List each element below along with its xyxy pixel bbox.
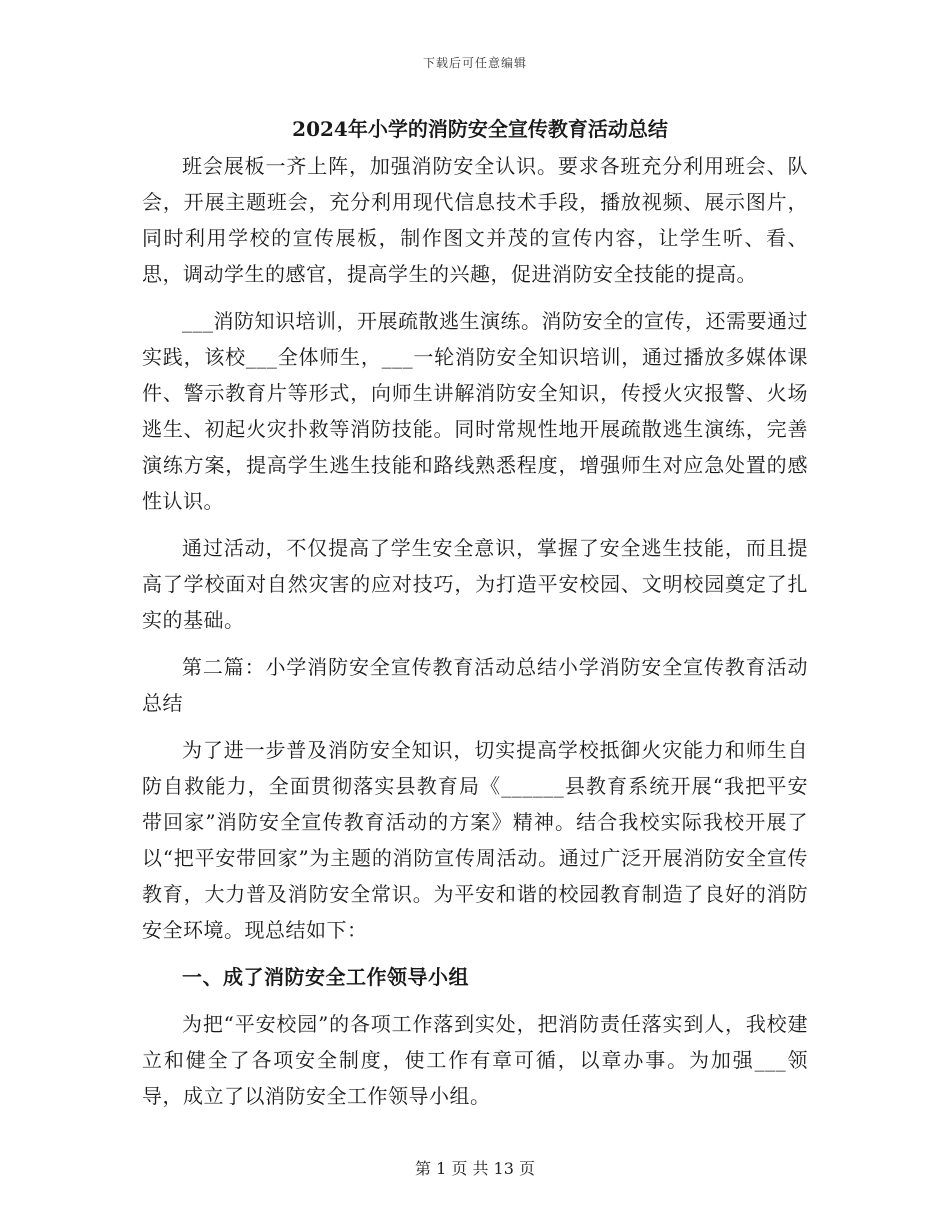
paragraph: 第二篇：小学消防安全宣传教育活动总结小学消防安全宣传教育活动总结: [142, 655, 808, 715]
paragraph-gap: [142, 948, 808, 959]
document-title: 2024年小学的消防安全宣传教育活动总结: [292, 117, 668, 141]
page-header-note: 下载后可任意编辑: [422, 56, 527, 70]
paragraph-gap: [142, 721, 808, 732]
paragraph-gap: [142, 995, 808, 1006]
page-number: 第 1 页 共 13 页: [415, 1159, 535, 1178]
paragraph-gap: [142, 638, 808, 649]
paragraph: 为了进一步普及消防安全知识，切实提高学校抵御火灾能力和师生自防自救能力，全面贯彻落实县教育局《______县教育系统开展“我把平安带回家”消防安全宣传教育活动的方案》精神。结合我校实际我校开展了以“把平安带回家”为主题的消防宣传周活动。通过广泛开展消防安全宣传教育，大力普及消防安全常识。为平安和谐的校园教育制造了良好的消防安全环境。现总结如下：: [142, 738, 808, 942]
paragraph: 班会展板一齐上阵，加强消防安全认识。要求各班充分利用班会、队会，开展主题班会，充分利用现代信息技术手段，播放视频、展示图片，同时利用学校的宣传展板，制作图文并茂的宣传内容，让学生听、看、思，调动学生的感官，提高学生的兴趣，促进消防安全技能的提高。: [142, 154, 808, 286]
paragraph: 通过活动，不仅提高了学生安全意识，掌握了安全逃生技能，而且提高了学校面对自然灾害的应对技巧，为打造平安校园、文明校园奠定了扎实的基础。: [142, 536, 808, 632]
paragraph-gap: [142, 292, 808, 303]
document-body: [142, 112, 808, 1114]
paragraph: 为把“平安校园”的各项工作落到实处，把消防责任落实到人，我校建立和健全了各项安全制度，使工作有章可循，以章办事。为加强___领导，成立了以消防安全工作领导小组。: [142, 1012, 808, 1108]
section-heading: 一、成了消防安全工作领导小组: [182, 965, 469, 989]
paragraph: ___消防知识培训，开展疏散逃生演练。消防安全的宣传，还需要通过实践，该校___全体师生，___一轮消防安全知识培训，通过播放多媒体课件、警示教育片等形式，向师生讲解消防安全知识，传授火灾报警、火场逃生、初起火灾扑救等消防技能。同时常规性地开展疏散逃生演练，完善演练方案，提高学生逃生技能和路线熟悉程度，增强师生对应急处置的感性认识。: [142, 309, 808, 513]
paragraph-gap: [142, 519, 808, 530]
